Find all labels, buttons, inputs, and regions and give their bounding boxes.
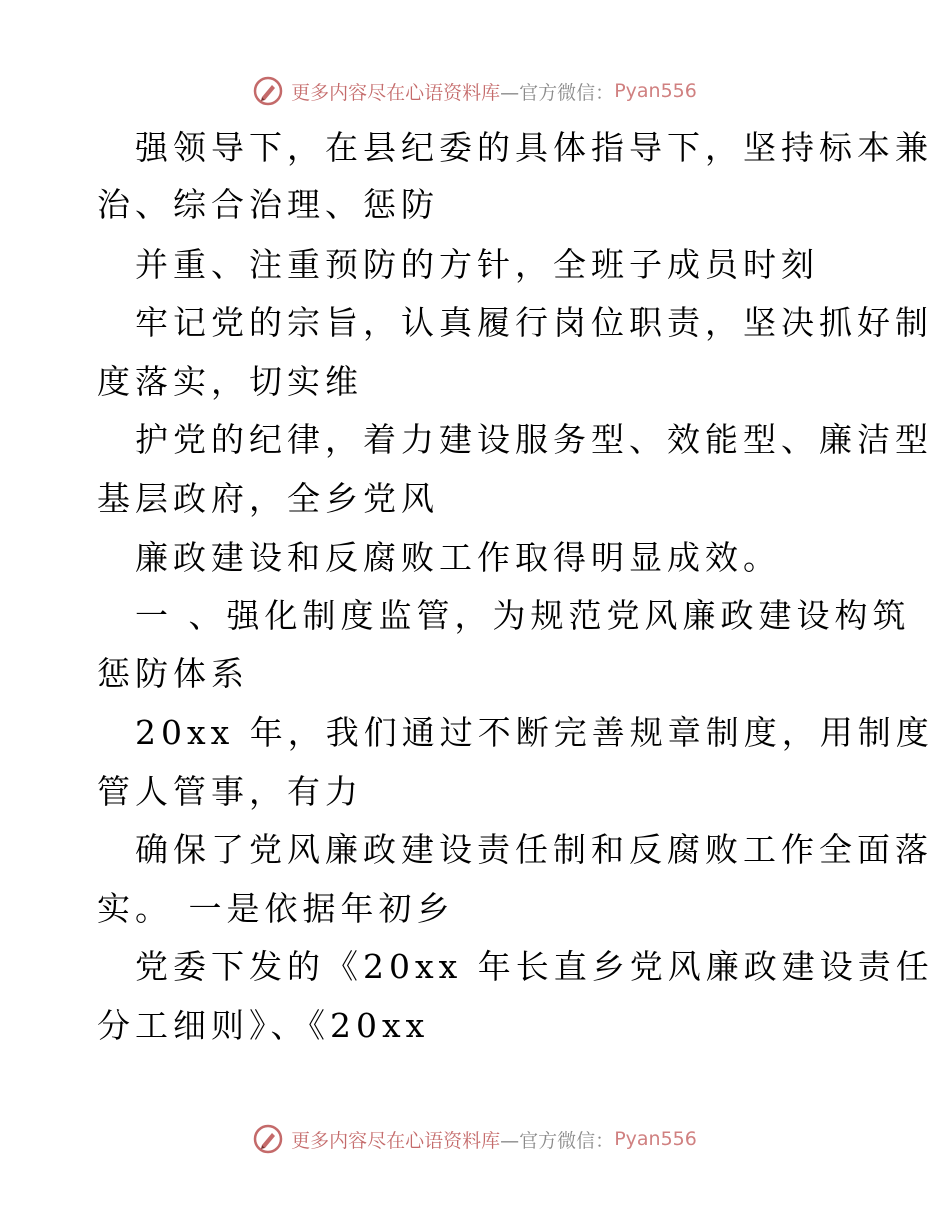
section-heading-line: 惩防体系 [97,654,249,693]
watermark-wechat-id: Pyan556 [614,1128,697,1150]
paragraph-line: 治、综合治理、惩防 [97,185,439,224]
paragraph-line: 基层政府，全乡党风 [97,479,439,518]
paragraph-line: 廉政建设和反腐败工作取得明显成效。 [135,538,781,577]
paragraph-line: 管人管事，有力 [97,772,363,811]
paragraph-line: 护党的纪律，着力建设服务型、效能型、廉洁型 [135,420,933,459]
section-heading-line: 一 、强化制度监管，为规范党风廉政建设构筑 [135,596,911,635]
watermark-official-label: —官方微信： [500,1129,615,1152]
paragraph-line: 并重、注重预防的方针，全班子成员时刻 [135,245,819,284]
paragraph-line: 分工细则》、《20xx [97,1006,430,1045]
paragraph-line: 强领导下，在县纪委的具体指导下，坚持标本兼 [135,128,933,167]
paragraph-line: 20xx 年，我们通过不断完善规章制度，用制度 [135,713,934,752]
paragraph-line: 度落实，切实维 [97,362,363,401]
paragraph-line: 确保了党风廉政建设责任制和反腐败工作全面落 [135,830,933,869]
footer-watermark [0,1124,950,1154]
pen-logo-icon [253,1124,283,1154]
watermark-prefix: 更多内容尽在心语资料库 [291,81,501,104]
watermark-prefix: 更多内容尽在心语资料库 [291,1129,501,1152]
watermark-official-label: —官方微信： [500,81,615,104]
paragraph-line: 实。 一是依据年初乡 [97,889,455,928]
header-watermark [0,76,950,106]
pen-logo-icon [253,76,283,106]
paragraph-line: 党委下发的《20xx 年长直乡党风廉政建设责任 [135,947,934,986]
paragraph-line: 牢记党的宗旨，认真履行岗位职责，坚决抓好制 [135,303,933,342]
watermark-wechat-id: Pyan556 [614,80,697,102]
